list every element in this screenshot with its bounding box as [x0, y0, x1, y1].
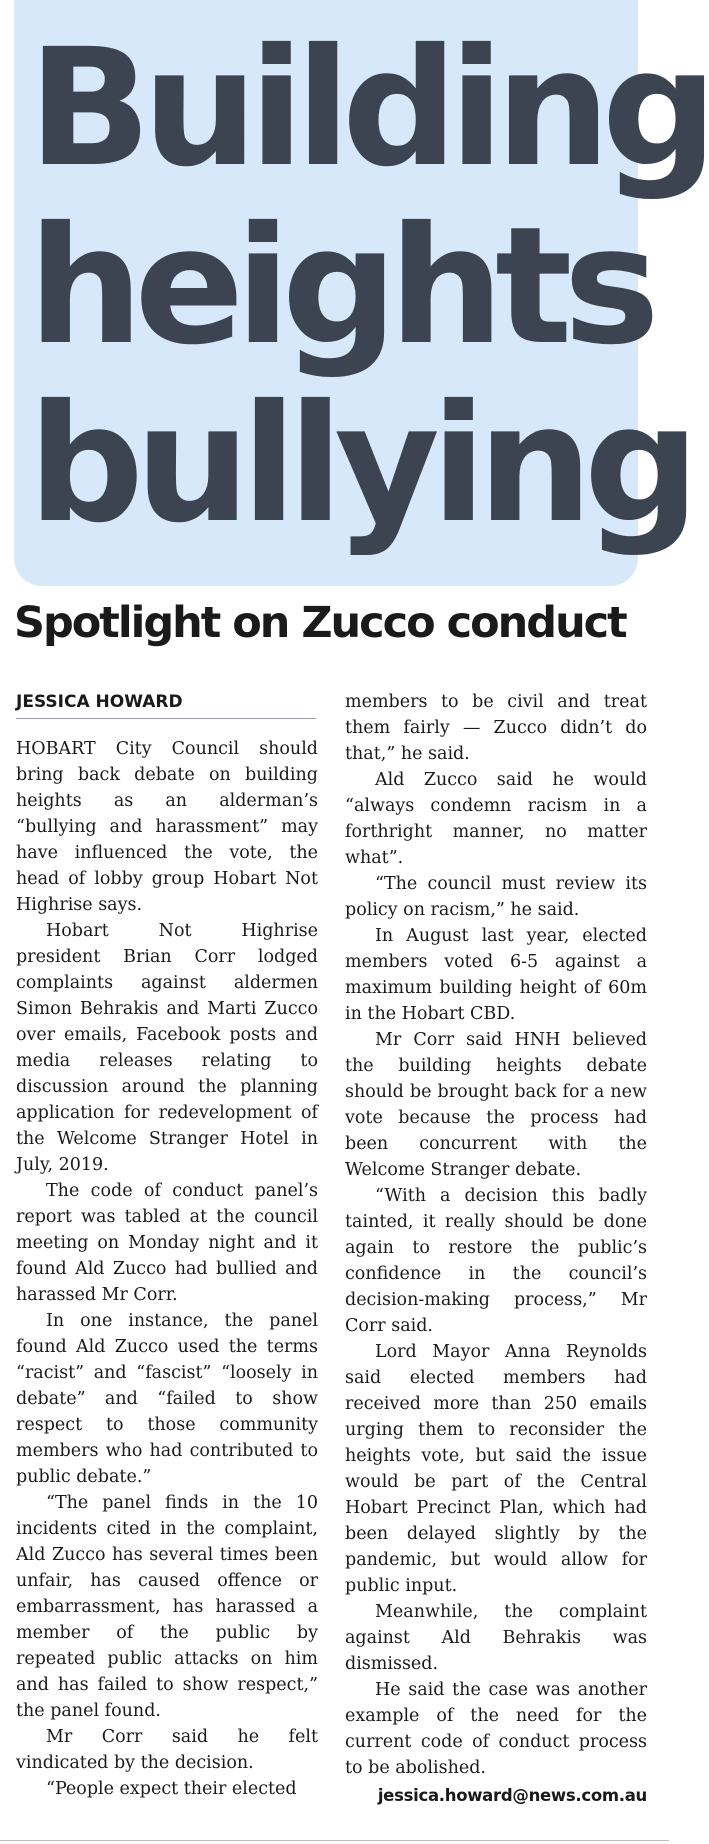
- paragraph: Meanwhile, the complaint against Ald Behrakis was dismissed.: [345, 1602, 647, 1674]
- paragraph: Mr Corr said he felt vindicated by the decision.: [16, 1727, 318, 1773]
- paragraph: “The panel finds in the 10 incidents cited in the complaint, Ald Zucco has several times been unfair, has caused offence or embarrassment, has harassed a member of the public by repeated public attacks on him and has failed to show respect,” the panel found.: [16, 1493, 318, 1721]
- paragraph: “People expect their elected: [46, 1779, 297, 1799]
- paragraph: Lord Mayor Anna Reynolds said elected members had received more than 250 emails urging them to reconsider the heights vote, but said the issue would be part of the Central Hobart Precinct Plan, which had been delayed slightly by the pandemic, but would allow for public input.: [345, 1342, 647, 1596]
- paragraph: members to be civil and treat them fairly — Zucco didn’t do that,” he said.: [345, 692, 647, 764]
- headline-box: [14, 0, 709, 586]
- headline-line-3: bullying: [28, 371, 691, 559]
- paragraph: In August last year, elected members voted 6-5 against a maximum building height of 60m in the Hobart CBD.: [345, 926, 647, 1024]
- paragraph: “With a decision this badly tainted, it really should be done again to restore the public’s confidence in the council’s decision-making process,” Mr Corr said.: [345, 1186, 647, 1336]
- paragraph: The code of conduct panel’s report was tabled at the council meeting on Monday night and it found Ald Zucco had bullied and harassed Mr Corr.: [16, 1181, 318, 1305]
- paragraph: He said the case was another example of the need for the current code of conduct process to be abolished.: [345, 1680, 647, 1778]
- paragraph: HOBART City Council should bring back debate on building heights as an alderman’s “bullying and harassment” may have influenced the vote, the head of lobby group Hobart Not Highrise says.: [16, 739, 318, 915]
- author-email: jessica.howard@news.com.au: [377, 1786, 647, 1805]
- paragraph: Mr Corr said HNH believed the building heights debate should be brought back for a new vote because the process had been concurrent with the Welcome Stranger debate.: [345, 1030, 647, 1180]
- article-column-right: [345, 689, 647, 1809]
- headline-line-1: Building: [28, 15, 709, 203]
- paragraph: Hobart Not Highrise president Brian Corr lodged complaints against aldermen Simon Behrakis and Marti Zucco over emails, Facebook posts and media releases relating to discussion around the planning application for redevelopment of the Welcome Stranger Hotel in July, 2019.: [16, 921, 318, 1175]
- paragraph: In one instance, the panel found Ald Zucco used the terms “racist” and “fascist” “loosely in debate” and “failed to show respect to those community members who had contributed to public debate.”: [16, 1311, 318, 1487]
- paragraph: Ald Zucco said he would “always condemn racism in a forthright manner, no matter what”.: [345, 770, 647, 868]
- headline-line-2: heights: [28, 193, 651, 381]
- bottom-divider: [0, 1840, 669, 1841]
- paragraph: “The council must review its policy on racism,” he said.: [345, 874, 647, 920]
- subheadline: Spotlight on Zucco conduct: [14, 598, 626, 648]
- byline: JESSICA HOWARD: [16, 692, 316, 719]
- article-column-left: [16, 736, 318, 1802]
